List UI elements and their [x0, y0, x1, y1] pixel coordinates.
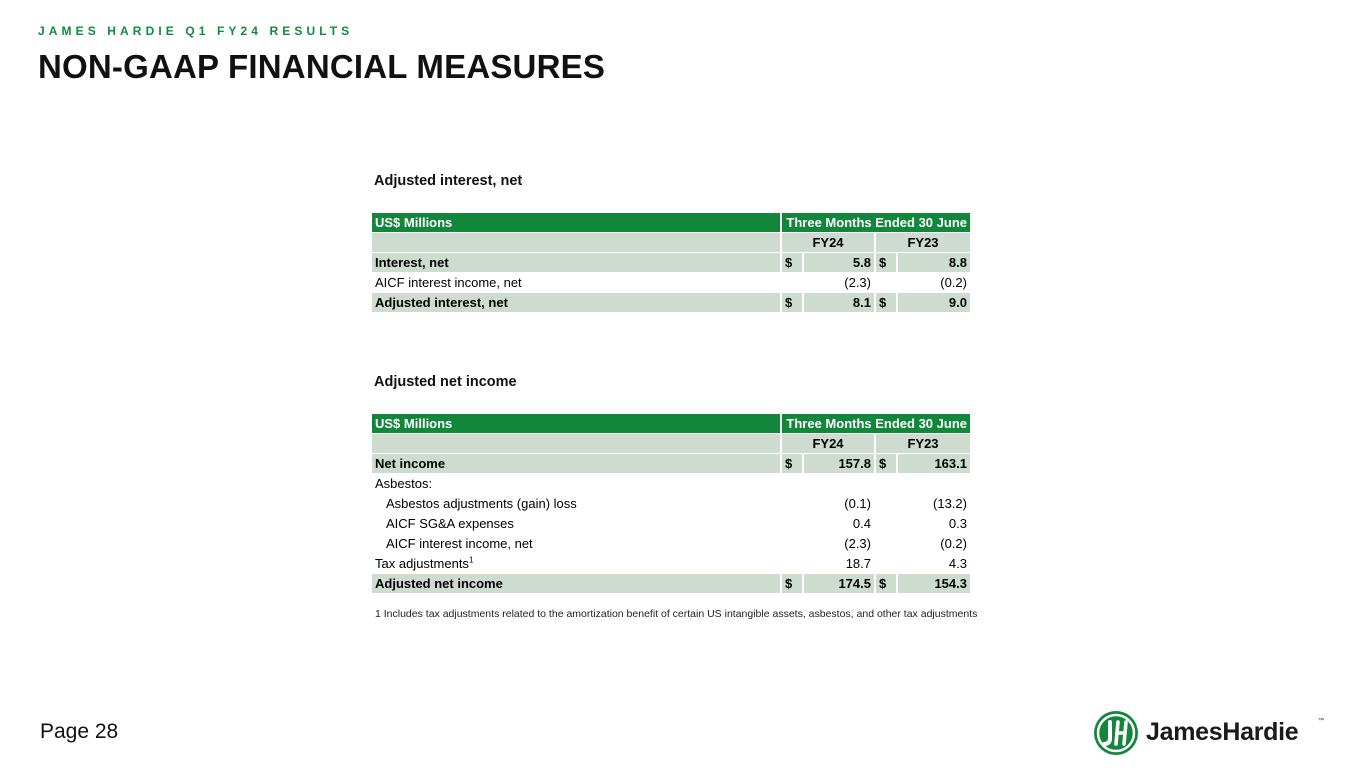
currency-fy23: [876, 534, 896, 553]
value-fy24: (0.1): [844, 496, 871, 511]
adjusted-net-income-table: [370, 413, 972, 594]
footnote: 1 Includes tax adjustments related to the amortization benefit of certain US intangible assets, asbestos, and other tax adjustments: [375, 608, 978, 620]
row-label: Adjusted interest, net: [372, 293, 780, 312]
currency-fy24: $: [782, 574, 802, 593]
page-number: Page 28: [40, 720, 119, 743]
table-row: [372, 273, 970, 292]
adjusted-interest-table: [370, 212, 972, 313]
table-row: [372, 554, 970, 573]
table-row: [372, 534, 970, 553]
row-label: AICF interest income, net: [386, 536, 533, 551]
currency-fy24: $: [782, 454, 802, 473]
col-fy23: FY23: [876, 233, 970, 252]
value-fy24: [804, 474, 874, 493]
col-fy23: FY23: [876, 434, 970, 453]
period-label: Three Months Ended 30 June: [782, 213, 970, 232]
value-fy24: 157.8: [804, 454, 874, 473]
currency-fy23: $: [876, 293, 896, 312]
row-label: Net income: [372, 454, 780, 473]
currency-fy24: [782, 514, 802, 533]
value-fy23: 4.3: [948, 556, 967, 571]
table-row: [372, 514, 970, 533]
table-header-row: [372, 414, 970, 433]
currency-fy24: [782, 273, 802, 292]
row-label: Adjusted net income: [372, 574, 780, 593]
value-fy23: 9.0: [898, 293, 970, 312]
report-eyebrow: JAMES HARDIE Q1 FY24 RESULTS: [38, 24, 354, 38]
row-label: Interest, net: [372, 253, 780, 272]
value-fy23: (0.2): [940, 275, 967, 290]
currency-fy23: [876, 554, 896, 573]
value-fy23: (13.2): [933, 496, 967, 511]
table-row: [372, 474, 970, 493]
value-fy24: (2.3): [844, 275, 871, 290]
row-label: AICF interest income, net: [375, 275, 522, 290]
trademark-mark: ™: [1318, 718, 1324, 724]
value-fy23: 154.3: [898, 574, 970, 593]
unit-label: US$ Millions: [372, 213, 780, 232]
value-fy24: 18.7: [845, 556, 871, 571]
table-row: [372, 494, 970, 513]
col-fy24: FY24: [782, 434, 874, 453]
currency-fy23: [876, 273, 896, 292]
currency-fy24: [782, 554, 802, 573]
jh-monogram-icon: [1092, 709, 1140, 757]
col-fy24: FY24: [782, 233, 874, 252]
currency-fy23: $: [876, 574, 896, 593]
currency-fy23: $: [876, 253, 896, 272]
page-title: NON-GAAP FINANCIAL MEASURES: [38, 48, 606, 85]
unit-label: US$ Millions: [372, 414, 780, 433]
value-fy23: [898, 474, 970, 493]
table-row: [372, 454, 970, 473]
row-label: Asbestos:: [375, 476, 433, 491]
value-fy23: (0.2): [940, 536, 967, 551]
logo-wordmark: JamesHardie: [1146, 718, 1299, 746]
table-row: [372, 253, 970, 272]
table-row: [372, 574, 970, 593]
table-row: [372, 293, 970, 312]
value-fy23: 0.3: [948, 516, 967, 531]
currency-fy24: [782, 534, 802, 553]
table1-caption: Adjusted interest, net: [374, 173, 523, 189]
value-fy23: 163.1: [898, 454, 970, 473]
row-label: Tax adjustments$^1$: [375, 555, 474, 571]
currency-fy23: $: [876, 454, 896, 473]
james-hardie-logo: [1092, 708, 1332, 758]
value-fy24: 174.5: [804, 574, 874, 593]
currency-fy23: [876, 514, 896, 533]
value-fy24: 8.1: [804, 293, 874, 312]
currency-fy24: $: [782, 253, 802, 272]
column-header-row: [372, 434, 970, 453]
value-fy24: (2.3): [844, 536, 871, 551]
row-label: Asbestos adjustments (gain) loss: [386, 496, 577, 511]
footnote-marker: 1: [468, 555, 474, 565]
column-header-row: [372, 233, 970, 252]
row-label: AICF SG&A expenses: [386, 516, 514, 531]
currency-fy24: [782, 494, 802, 513]
value-fy24: 5.8: [804, 253, 874, 272]
currency-fy24: [782, 474, 802, 493]
currency-fy24: $: [782, 293, 802, 312]
currency-fy23: [876, 474, 896, 493]
period-label: Three Months Ended 30 June: [782, 414, 970, 433]
table2-caption: Adjusted net income: [374, 374, 517, 390]
value-fy24: 0.4: [852, 516, 871, 531]
value-fy23: 8.8: [898, 253, 970, 272]
table-header-row: [372, 213, 970, 232]
currency-fy23: [876, 494, 896, 513]
